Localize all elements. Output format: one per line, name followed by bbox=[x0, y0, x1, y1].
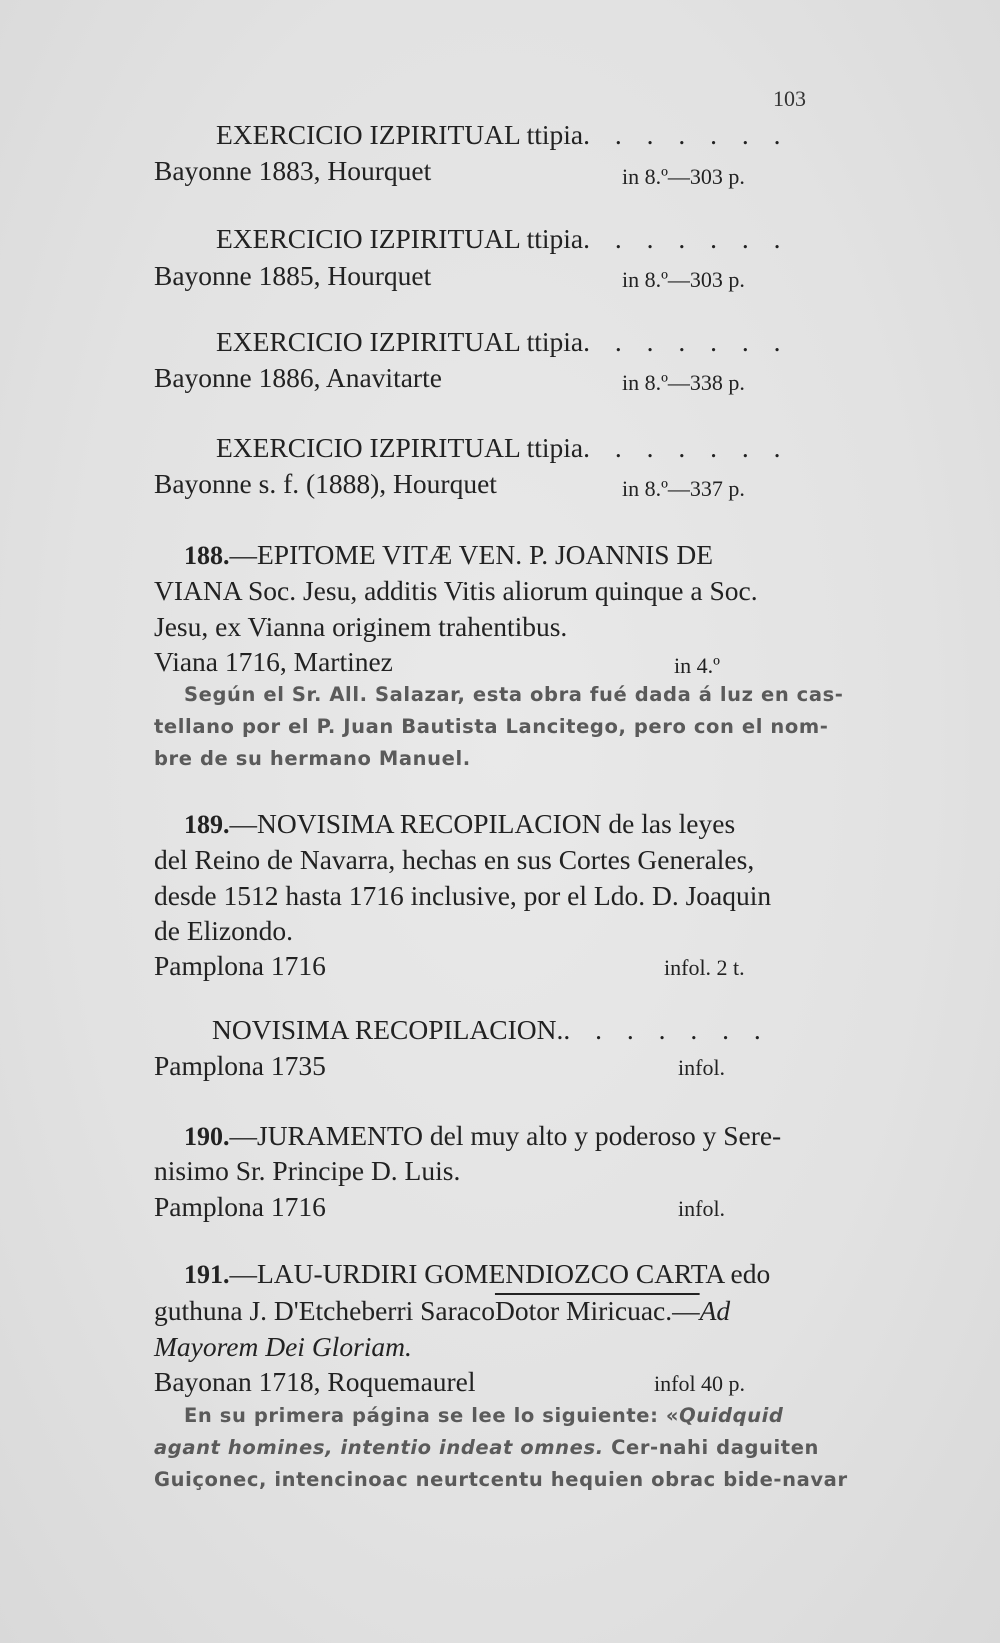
entry-191-note-line1 bbox=[184, 1406, 784, 1426]
leader-dots: . . . . . . . bbox=[563, 1014, 770, 1045]
entry-title-text: NOVISIMA RECOPILACION. bbox=[212, 1014, 564, 1045]
entry-title-text: EXERCICIO IZPIRITUAL ttipia bbox=[216, 432, 584, 463]
entry-189-line2: del Reino de Navarra, hechas en sus Cortes Generales, bbox=[154, 844, 755, 875]
entry-189-line3: desde 1512 hasta 1716 inclusive, por el Ldo. D. Joaquin bbox=[154, 880, 772, 911]
entry-title bbox=[216, 121, 790, 149]
entry-title bbox=[216, 225, 790, 253]
entry-191-note-line2 bbox=[154, 1438, 819, 1458]
entry-189-format: infol. 2 t. bbox=[664, 955, 745, 980]
entry-format: in 8.º—338 p. bbox=[622, 370, 745, 395]
entry-189b-title bbox=[212, 1016, 770, 1044]
page-number: 103 bbox=[773, 86, 806, 111]
entry-189-line1 bbox=[184, 810, 735, 838]
entry-number: 190. bbox=[184, 1122, 230, 1151]
entry-189-imprint: Pamplona 1716 bbox=[154, 950, 326, 981]
entry-188-line3: Jesu, ex Vianna originem trahentibus. bbox=[154, 611, 568, 642]
entry-format: in 8.º—303 p. bbox=[622, 164, 745, 189]
entry-188-imprint: Viana 1716, Martinez bbox=[154, 646, 393, 677]
entry-title bbox=[216, 434, 790, 462]
entry-191-line2-part2: Dotor Miricuac.— bbox=[494, 1295, 700, 1326]
leader-dots: . . . . . . . bbox=[583, 223, 790, 254]
entry-189b-imprint: Pamplona 1735 bbox=[154, 1050, 326, 1081]
entry-188-line2: VIANA Soc. Jesu, additis Vitis aliorum quinque a Soc. bbox=[154, 575, 758, 606]
entry-191-line2-latin: Ad bbox=[699, 1295, 731, 1326]
entry-number: 189. bbox=[184, 810, 230, 839]
entry-191-title: —LAU-URDIRI GOMENDIOZCO CARTA edo bbox=[229, 1258, 771, 1289]
leader-dots: . . . . . . . bbox=[583, 326, 790, 357]
entry-190-line1 bbox=[184, 1122, 781, 1150]
entry-191-line3: Mayorem Dei Gloriam. bbox=[154, 1331, 412, 1362]
entry-number: 191. bbox=[184, 1260, 230, 1289]
entry-189-line4: de Elizondo. bbox=[154, 915, 293, 946]
entry-191-format: infol 40 p. bbox=[654, 1371, 746, 1396]
entry-188-note-line3: bre de su hermano Manuel. bbox=[154, 747, 471, 770]
entry-190-format: infol. bbox=[678, 1196, 726, 1221]
entry-191-line2-part1: guthuna J. D'Etcheberri Saraco bbox=[154, 1295, 495, 1326]
entry-188-format: in 4.º bbox=[674, 653, 720, 678]
entry-189b-format: infol. bbox=[678, 1055, 726, 1080]
entry-188-note-line1: Según el Sr. All. Salazar, esta obra fué dada á luz en cas- bbox=[184, 683, 844, 706]
leader-dots: . . . . . . . bbox=[583, 432, 790, 463]
entry-188-title: —EPITOME VITÆ VEN. P. JOANNIS DE bbox=[229, 539, 714, 570]
entry-format: in 8.º—337 p. bbox=[622, 476, 745, 501]
entry-191-note-line3: Guiçonec, intencinoac neurtcentu hequien obrac bide-navar bbox=[154, 1468, 848, 1491]
entry-title-text: EXERCICIO IZPIRITUAL ttipia bbox=[216, 326, 584, 357]
entry-191-note-text: En su primera página se lee lo siguiente: « bbox=[184, 1404, 680, 1427]
entry-title-text: EXERCICIO IZPIRITUAL ttipia bbox=[216, 223, 584, 254]
entry-title-text: EXERCICIO IZPIRITUAL ttipia bbox=[216, 119, 584, 150]
entry-format: in 8.º—303 p. bbox=[622, 267, 745, 292]
entry-191-imprint: Bayonan 1718, Roquemaurel bbox=[154, 1366, 476, 1397]
entry-imprint: Bayonne 1883, Hourquet bbox=[154, 155, 432, 186]
entry-191-note-latin: Quidquid bbox=[679, 1404, 784, 1427]
entry-imprint: Bayonne s. f. (1888), Hourquet bbox=[154, 468, 497, 499]
entry-189-title: —NOVISIMA RECOPILACION de las leyes bbox=[229, 808, 736, 839]
entry-imprint: Bayonne 1886, Anavitarte bbox=[154, 362, 442, 393]
entry-191-note-text: Cer-nahi daguiten bbox=[603, 1436, 820, 1459]
entry-191-line1 bbox=[184, 1260, 770, 1288]
entry-imprint: Bayonne 1885, Hourquet bbox=[154, 260, 432, 291]
entry-191-note-latin: agant homines, intentio indeat omnes. bbox=[154, 1436, 604, 1459]
entry-title bbox=[216, 328, 790, 356]
entry-191-line2 bbox=[154, 1297, 730, 1325]
entry-188-line1 bbox=[184, 541, 713, 569]
leader-dots: . . . . . . . bbox=[583, 119, 790, 150]
entry-188-note-line2: tellano por el P. Juan Bautista Lancitego, pero con el nom- bbox=[154, 715, 829, 738]
entry-190-title: —JURAMENTO del muy alto y poderoso y Sere- bbox=[229, 1120, 782, 1151]
entry-190-imprint: Pamplona 1716 bbox=[154, 1191, 326, 1222]
entry-190-line2: nisimo Sr. Principe D. Luis. bbox=[154, 1155, 461, 1186]
entry-number: 188. bbox=[184, 541, 230, 570]
